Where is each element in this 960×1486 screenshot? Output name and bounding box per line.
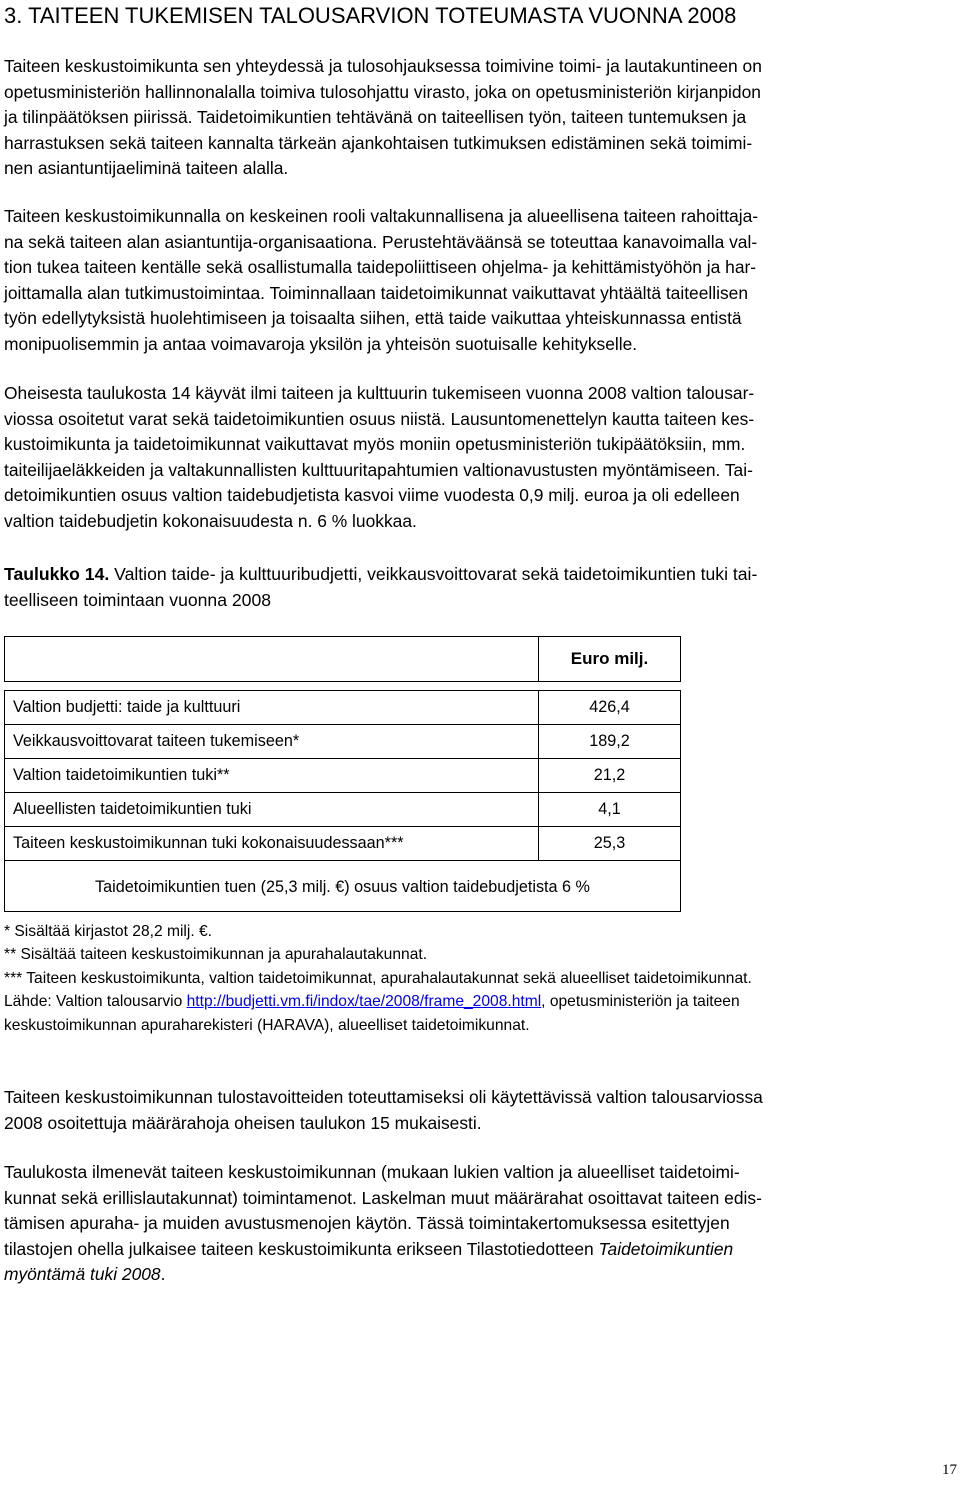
text-line	[4, 1262, 956, 1288]
text-line: opetusministeriön hallinnonalalla toimiva tulosohjattu virasto, joka on opetusministeriön kirjanpidon	[4, 81, 761, 102]
text-line: monipuolisemmin ja antaa voimavaroja yksilön ja yhteisön suotuisalle kehitykselle.	[4, 333, 638, 354]
row-label: Taiteen keskustoimikunnan tuki kokonaisuudessaan***	[5, 827, 539, 861]
row-label: Valtion taidetoimikuntien tuki**	[5, 759, 539, 793]
text-line: 2008 osoitettuja määrärahoja oheisen taulukon 15 mukaisesti.	[4, 1112, 482, 1133]
text-line: kunnat sekä erillislautakunnat) toimintamenot. Laskelman muut määrärahat osoittavat taiteen edis-	[4, 1187, 762, 1208]
paragraph-targets	[4, 1085, 956, 1136]
table-row	[5, 827, 681, 861]
table-spacer-row	[5, 682, 681, 691]
text-line: harrastuksen sekä taiteen kannalta tärkeän ajankohtaisen tutkimuksen edistäminen sekä toimimi-	[4, 132, 753, 153]
budget-table	[4, 636, 681, 912]
source-prefix: Lähde: Valtion talousarvio	[4, 993, 187, 1011]
text-line: na sekä taiteen alan asiantuntija-organisaationa. Perustehtäväänsä se toteuttaa kanavoimalla val-	[4, 231, 758, 252]
text-line: kustoimikunta ja taidetoimikunnat vaikuttavat myös moniin opetusministeriön tukipäätöksiin, mm.	[4, 434, 746, 455]
row-label: Valtion budjetti: taide ja kulttuuri	[5, 691, 539, 725]
table-notes	[4, 920, 956, 1037]
table-row	[5, 759, 681, 793]
text-line: viossa osoitetut varat sekä taidetoimikuntien osuus niistä. Lausuntomenettelyn kautta taiteen kes-	[4, 408, 755, 429]
summary-cell: Taidetoimikuntien tuen (25,3 milj. €) osuus valtion taidebudjetista 6 %	[5, 869, 681, 912]
text-line	[4, 1237, 956, 1263]
source-line-2: keskustoimikunnan apuraharekisteri (HARAVA), alueelliset taidetoimikunnat.	[4, 1016, 530, 1034]
section-heading: 3. TAITEEN TUKEMISEN TALOUSARVION TOTEUMASTA VUONNA 2008	[4, 3, 737, 28]
paragraph-intro	[4, 54, 956, 182]
table-row	[5, 725, 681, 759]
footnote-1: * Sisältää kirjastot 28,2 milj. €.	[4, 923, 213, 940]
publication-title-cont: myöntämä tuki 2008	[4, 1264, 161, 1285]
text-line: Taiteen keskustoimikunta sen yhteydessä ja tulosohjauksessa toimivine toimi- ja lautakuntineen on	[4, 56, 762, 76]
text-line: taiteilijaeläkkeiden ja valtakunnallisten kulttuuritapahtumien valtionavustusten myöntämiseen. Tai-	[4, 459, 753, 480]
text-line: tion tukea taiteen kentälle sekä osallistumalla taidepoliittiseen ohjelma- ja kehittämistyöhön ja har-	[4, 257, 757, 278]
source-suffix: , opetusministeriön ja taiteen	[541, 993, 740, 1011]
caption-label: Taulukko 14.	[4, 564, 110, 584]
table-row	[5, 691, 681, 725]
paragraph-budget	[4, 381, 956, 535]
caption-text: Valtion taide- ja kulttuuribudjetti, veikkausvoittovarat sekä taidetoimikuntien tuki tai-	[109, 564, 758, 584]
text-line: Taiteen keskustoimikunnalla on keskeinen rooli valtakunnallisena ja alueellisena taiteen rahoittaja-	[4, 206, 759, 226]
line-text: tilastojen ohella julkaisee taiteen keskustoimikunta erikseen Tilastotiedotteen	[4, 1238, 599, 1259]
text-line: ja tilinpäätöksen piirissä. Taidetoimikuntien tehtävänä on taiteellisen työn, taiteen tuntemuksen ja	[4, 107, 747, 128]
spacer-cell	[5, 682, 681, 691]
caption-line	[4, 561, 956, 587]
text-line: valtion taidebudjetin kokonaisuudesta n. 6 % luokkaa.	[4, 510, 417, 531]
text-line: Taiteen keskustoimikunnan tulostavoitteiden toteuttamiseksi oli käytettävissä valtion talousarviossa	[4, 1087, 763, 1107]
text-line: tämisen apuraha- ja muiden avustusmenojen käytön. Tässä toimintakertomuksessa esitettyjen	[4, 1213, 730, 1234]
source-link[interactable]: http://budjetti.vm.fi/indox/tae/2008/frame_2008.html	[186, 993, 542, 1011]
page-number: 17	[942, 1462, 957, 1478]
paragraph-expenses	[4, 1160, 956, 1288]
unit-header-cell	[539, 637, 681, 682]
spacer-cell	[5, 861, 681, 870]
row-value: 21,2	[539, 759, 681, 793]
text-line: Taulukosta ilmenevät taiteen keskustoimikunnan (mukaan lukien valtion ja alueelliset taidetoimi-	[4, 1162, 740, 1182]
table-header-row	[5, 637, 681, 682]
unit-header: Euro milj.	[570, 649, 649, 668]
paragraph-role	[4, 204, 956, 358]
caption-line: teelliseen toimintaan vuonna 2008	[4, 590, 272, 610]
row-label: Alueellisten taidetoimikuntien tuki	[5, 793, 539, 827]
source-line	[4, 990, 956, 1013]
row-value: 189,2	[539, 725, 681, 759]
footnote-3: *** Taiteen keskustoimikunta, valtion taidetoimikunnat, apurahalautakunnat sekä alueelliset taidetoimikunnat.	[4, 969, 752, 987]
row-value: 25,3	[539, 827, 681, 861]
row-label: Veikkausvoittovarat taiteen tukemiseen*	[5, 725, 539, 759]
table-row	[5, 793, 681, 827]
text-line: nen asiantuntijaeliminä taiteen alalla.	[4, 158, 289, 179]
table-caption	[4, 561, 956, 613]
publication-title: Taidetoimikuntien	[598, 1238, 734, 1259]
line-text: .	[160, 1264, 166, 1285]
text-line: työn edellytyksistä huolehtimiseen ja toisaalta siihen, että taide vaikuttaa yhteiskunnassa entistä	[4, 308, 742, 329]
table-spacer-row	[5, 861, 681, 870]
text-line: detoimikuntien osuus valtion taidebudjetista kasvoi viime vuodesta 0,9 milj. euroa ja oli edelleen	[4, 485, 740, 506]
text-line: joittamalla alan tutkimustoimintaa. Toiminnallaan taidetoimikunnat vaikuttavat yhtäältä taiteellisen	[4, 282, 749, 303]
header-empty-cell	[5, 637, 539, 682]
footnote-2: ** Sisältää taiteen keskustoimikunnan ja apurahalautakunnat.	[4, 946, 428, 964]
row-value: 4,1	[539, 793, 681, 827]
table-summary-row	[5, 869, 681, 912]
text-line: Oheisesta taulukosta 14 käyvät ilmi taiteen ja kulttuurin tukemiseen vuonna 2008 valtion talousar-	[4, 383, 755, 403]
row-value: 426,4	[539, 691, 681, 725]
